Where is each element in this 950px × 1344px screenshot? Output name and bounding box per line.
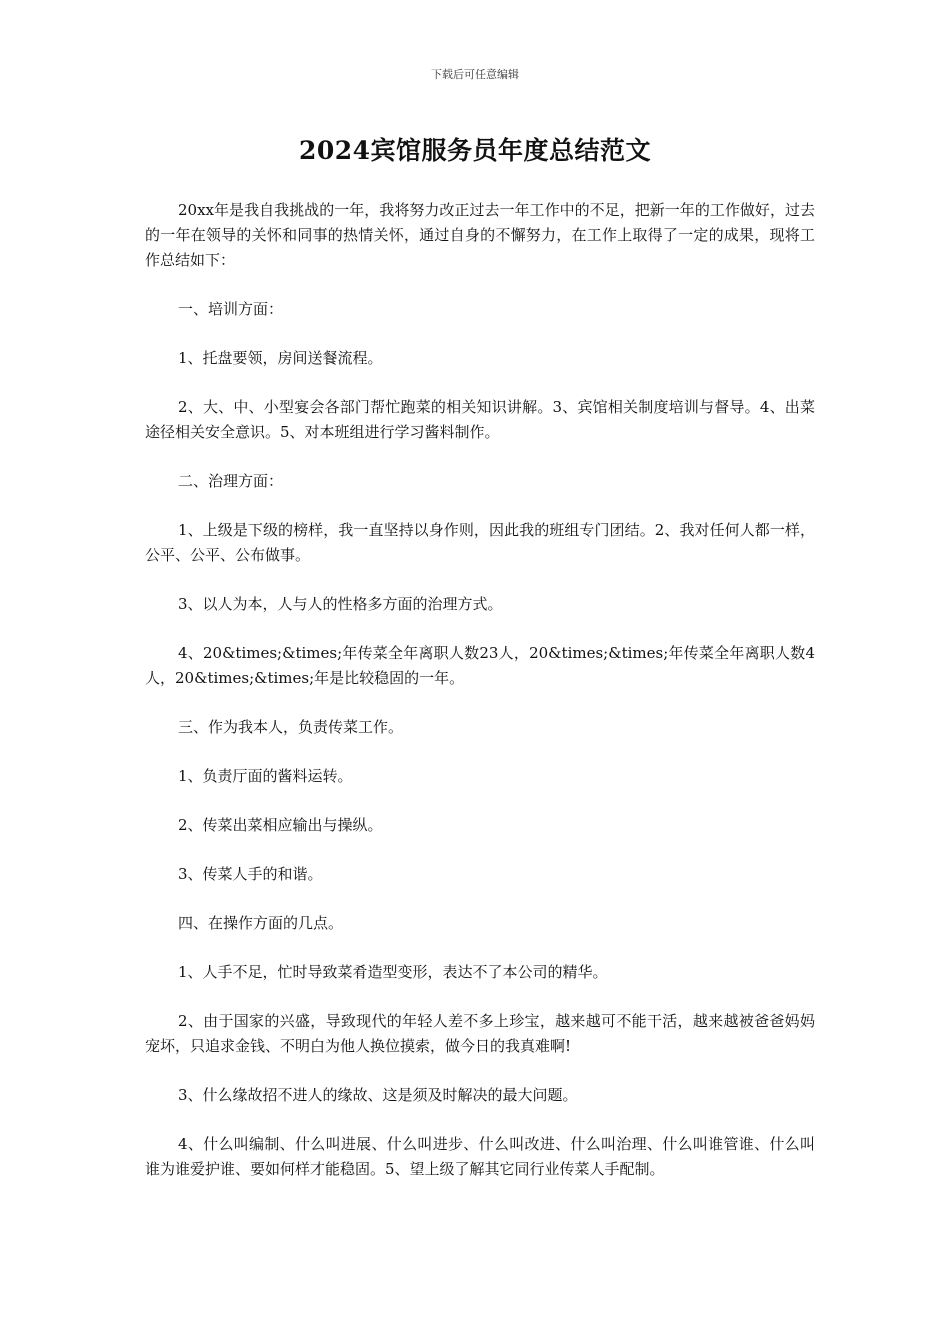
paragraph: 1、上级是下级的榜样，我一直坚持以身作则，因此我的班组专门团结。2、我对任何人都一样，公平、公平、公布做事。: [145, 521, 815, 564]
section-heading-training: 一、培训方面：: [178, 300, 284, 318]
paragraph: 3、什么缘故招不进人的缘故、这是须及时解决的最大问题。: [178, 1086, 578, 1104]
paragraph: 4、20&times;&times;年传菜全年离职人数23人，20&times;&times;年传菜全年离职人数4人，20&times;&times;年是比较稳固的一年。: [145, 644, 815, 687]
paragraph: 3、以人为本，人与人的性格多方面的治理方式。: [178, 595, 503, 613]
paragraph-intro: 20xx年是我自我挑战的一年，我将努力改正过去一年工作中的不足，把新一年的工作做好，过去的一年在领导的关怀和同事的热情关怀，通过自身的不懈努力，在工作上取得了一定的成果，现将工作总结如下：: [145, 201, 815, 269]
paragraph: 2、大、中、小型宴会各部门帮忙跑菜的相关知识讲解。3、宾馆相关制度培训与督导。4、出菜途径相关安全意识。5、对本班组进行学习酱料制作。: [145, 398, 815, 441]
paragraph: 1、人手不足，忙时导致菜肴造型变形，表达不了本公司的精华。: [178, 963, 608, 981]
paragraph: 2、由于国家的兴盛，导致现代的年轻人差不多上珍宝，越来越可不能干活，越来越被爸爸妈妈宠坏，只追求金钱、不明白为他人换位摸索，做今日的我真难啊!: [145, 1012, 815, 1055]
header-note: 下载后可任意编辑: [431, 68, 519, 81]
section-heading-operations: 四、在操作方面的几点。: [178, 914, 344, 932]
paragraph: 1、负责厅面的酱料运转。: [178, 767, 353, 785]
paragraph: 1、托盘要领，房间送餐流程。: [178, 349, 383, 367]
document-title: 2024宾馆服务员年度总结范文: [298, 136, 652, 165]
document-body: [145, 198, 815, 1206]
section-heading-management: 二、治理方面：: [178, 472, 284, 490]
section-heading-personal: 三、作为我本人，负责传菜工作。: [178, 718, 404, 736]
paragraph: 4、什么叫编制、什么叫进展、什么叫进步、什么叫改进、什么叫治理、什么叫谁管谁、什么叫谁为谁爱护谁、要如何样才能稳固。5、望上级了解其它同行业传菜人手配制。: [145, 1135, 815, 1178]
paragraph: 2、传菜出菜相应输出与操纵。: [178, 816, 383, 834]
paragraph: 3、传菜人手的和谐。: [178, 865, 323, 883]
